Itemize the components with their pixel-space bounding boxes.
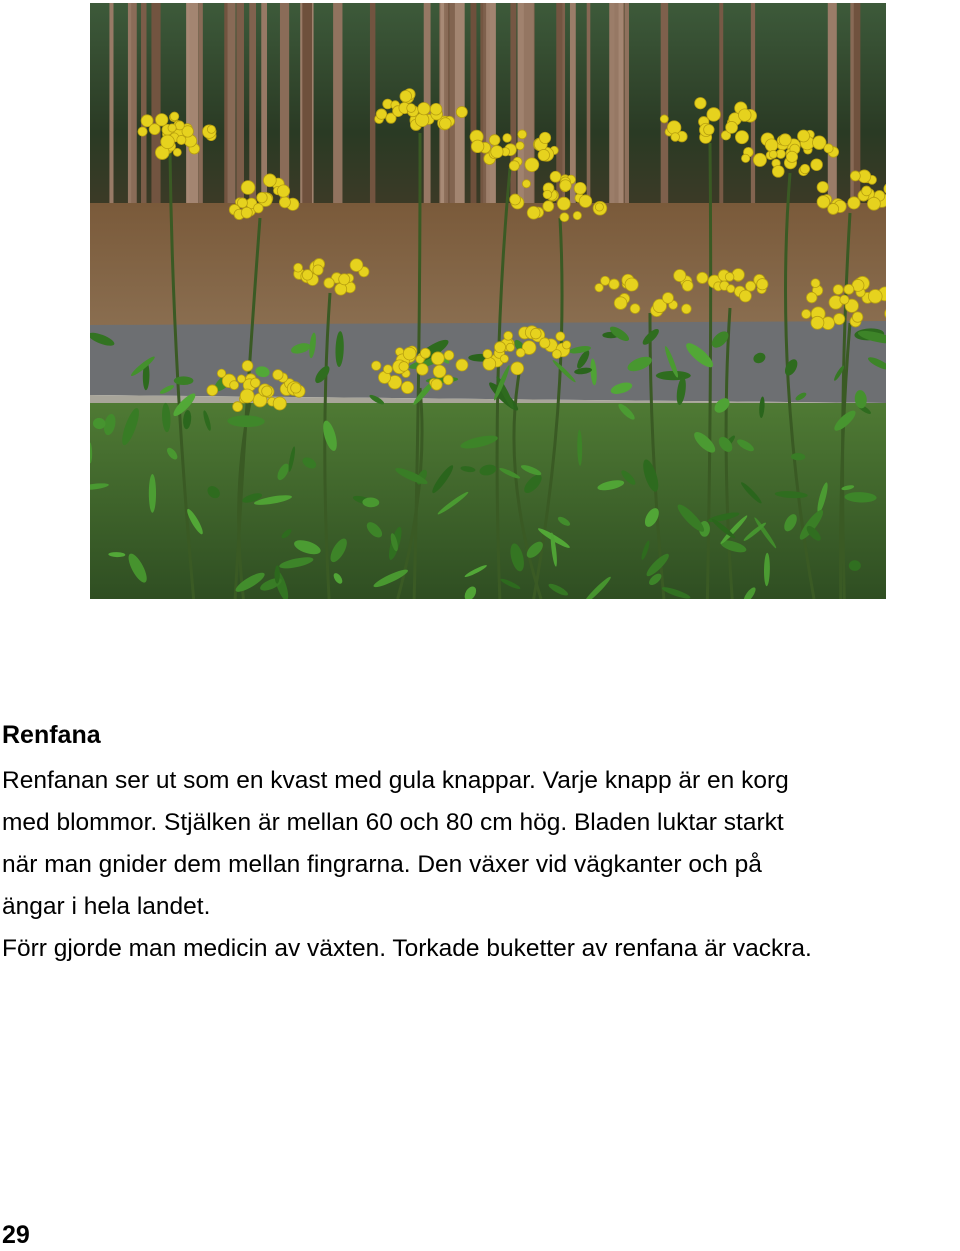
flower-head bbox=[527, 206, 540, 219]
flower-head bbox=[383, 365, 392, 374]
flower-head bbox=[506, 343, 514, 351]
flower-head bbox=[735, 131, 748, 144]
flower-head bbox=[802, 309, 811, 318]
flower-head bbox=[625, 278, 638, 291]
flower-head bbox=[138, 127, 147, 136]
flower-head bbox=[444, 350, 454, 360]
flower-head bbox=[372, 361, 381, 370]
flower-head bbox=[828, 203, 839, 214]
flower-head bbox=[697, 272, 708, 283]
flower-head bbox=[503, 134, 512, 143]
flower-head bbox=[552, 350, 561, 359]
body-line: Förr gjorde man medicin av växten. Torkade buketter av renfana är vackra. bbox=[2, 935, 812, 962]
flower-head bbox=[230, 381, 239, 390]
flower-head bbox=[674, 270, 686, 282]
flower-head bbox=[251, 378, 261, 388]
flower-head bbox=[241, 207, 252, 218]
flower-head bbox=[401, 381, 413, 393]
flower-head bbox=[727, 285, 735, 293]
flower-head bbox=[560, 180, 572, 192]
leaf bbox=[149, 474, 156, 513]
flower-head bbox=[852, 312, 862, 322]
flower-head bbox=[155, 114, 167, 126]
flower-head bbox=[294, 263, 303, 272]
flower-head bbox=[848, 197, 860, 209]
flower-head bbox=[811, 159, 823, 171]
flower-head bbox=[741, 154, 749, 162]
flower-head bbox=[798, 130, 810, 142]
flower-head bbox=[739, 109, 752, 122]
flower-head bbox=[217, 369, 225, 377]
flower-head bbox=[207, 385, 218, 396]
body-line: ängar i hela landet. bbox=[2, 893, 211, 920]
flower-head bbox=[811, 279, 820, 288]
flower-head bbox=[233, 402, 243, 412]
flower-head bbox=[483, 349, 492, 358]
body-line: när man gnider dem mellan fingrarna. Den växer vid vägkanter och på bbox=[2, 851, 762, 878]
flower-head bbox=[522, 180, 530, 188]
flower-head bbox=[273, 370, 283, 380]
flower-head bbox=[800, 164, 809, 173]
flower-head bbox=[262, 386, 272, 396]
flower-head bbox=[279, 197, 290, 208]
flower-head bbox=[170, 112, 179, 121]
flower-head bbox=[324, 278, 334, 288]
flower-head bbox=[707, 108, 721, 122]
flower-head bbox=[539, 132, 550, 143]
flower-head bbox=[769, 150, 777, 158]
flower-head bbox=[516, 142, 524, 150]
flower-head bbox=[525, 158, 539, 172]
flower-head bbox=[173, 148, 181, 156]
flower-head bbox=[456, 359, 468, 371]
flower-head bbox=[579, 195, 592, 208]
flower-head bbox=[433, 365, 446, 378]
flower-head bbox=[867, 197, 880, 210]
flower-head bbox=[439, 118, 451, 130]
flower-head bbox=[753, 153, 766, 166]
flower-head bbox=[511, 362, 524, 375]
flower-head bbox=[779, 134, 791, 146]
flower-head bbox=[614, 297, 627, 310]
flower-head bbox=[207, 125, 215, 133]
flower-head bbox=[471, 140, 484, 153]
flower-head bbox=[277, 185, 289, 197]
flower-head bbox=[242, 360, 253, 371]
flower-head bbox=[817, 196, 830, 209]
page-number: 29 bbox=[2, 1221, 30, 1249]
flower-head bbox=[237, 375, 245, 383]
flower-head bbox=[824, 144, 833, 153]
flower-head bbox=[273, 397, 286, 410]
tansy-photo bbox=[90, 3, 886, 599]
body-line: med blommor. Stjälken är mellan 60 och 80 cm hög. Bladen luktar starkt bbox=[2, 809, 784, 836]
flower-head bbox=[168, 124, 176, 132]
flower-head bbox=[862, 186, 872, 196]
flower-head bbox=[786, 151, 797, 162]
flower-head bbox=[417, 364, 429, 376]
flower-head bbox=[516, 348, 525, 357]
flower-head bbox=[257, 192, 268, 203]
flower-head bbox=[834, 313, 845, 324]
flower-head bbox=[772, 165, 784, 177]
flower-head bbox=[510, 194, 521, 205]
flower-head bbox=[695, 97, 706, 108]
flower-head bbox=[682, 280, 693, 291]
flower-head bbox=[339, 274, 350, 285]
leaf bbox=[174, 376, 194, 385]
flower-head bbox=[302, 270, 313, 281]
flower-head bbox=[431, 352, 444, 365]
flower-head bbox=[518, 130, 527, 139]
flower-head bbox=[240, 389, 254, 403]
flower-head bbox=[704, 124, 714, 134]
flower-head bbox=[660, 115, 668, 123]
flower-head bbox=[543, 190, 552, 199]
flower-head bbox=[431, 379, 442, 390]
flower-head bbox=[400, 91, 412, 103]
flower-head bbox=[601, 276, 610, 285]
article-title: Renfana bbox=[2, 721, 101, 749]
flower-head bbox=[263, 174, 276, 187]
flower-head bbox=[682, 304, 692, 314]
flower-head bbox=[595, 283, 603, 291]
flower-head bbox=[574, 182, 586, 194]
flower-head bbox=[313, 265, 323, 275]
flower-head bbox=[746, 281, 756, 291]
flower-head bbox=[817, 181, 828, 192]
flower-head bbox=[560, 213, 569, 222]
flower-head bbox=[573, 211, 581, 219]
leaf bbox=[656, 371, 691, 380]
flower-head bbox=[543, 201, 554, 212]
flower-head bbox=[868, 289, 882, 303]
flower-head bbox=[732, 269, 744, 281]
body-line: Renfanan ser ut som en kvast med gula knappar. Varje knapp är en korg bbox=[2, 767, 789, 794]
flower-head bbox=[509, 161, 519, 171]
flower-head bbox=[407, 104, 416, 113]
flower-head bbox=[630, 304, 640, 314]
flower-head bbox=[595, 203, 603, 211]
flower-head bbox=[399, 362, 409, 372]
flower-head bbox=[161, 135, 175, 149]
flower-head bbox=[538, 149, 549, 160]
flower-head bbox=[833, 285, 843, 295]
flower-head bbox=[376, 109, 387, 120]
flower-head bbox=[494, 342, 505, 353]
flower-head bbox=[662, 292, 673, 303]
article-body bbox=[2, 760, 958, 970]
flower-head bbox=[489, 135, 500, 146]
flower-head bbox=[175, 121, 184, 130]
flower-head bbox=[671, 133, 680, 142]
flower-head bbox=[350, 259, 363, 272]
flower-head bbox=[765, 139, 778, 152]
flower-head bbox=[500, 355, 508, 363]
flower-head bbox=[403, 347, 416, 360]
flower-head bbox=[291, 383, 301, 393]
flower-head bbox=[491, 146, 503, 158]
flower-head bbox=[844, 284, 854, 294]
flower-head bbox=[725, 273, 734, 282]
flower-head bbox=[456, 107, 467, 118]
flower-head bbox=[504, 331, 513, 340]
flower-head bbox=[811, 316, 824, 329]
flower-head bbox=[254, 203, 264, 213]
flower-head bbox=[609, 279, 619, 289]
flower-head bbox=[739, 290, 751, 302]
flower-head bbox=[557, 197, 570, 210]
flower-head bbox=[556, 332, 565, 341]
flower-head bbox=[177, 135, 186, 144]
forest-floor bbox=[90, 203, 886, 328]
flower-head bbox=[840, 295, 849, 304]
flower-head bbox=[483, 358, 496, 371]
flower-head bbox=[531, 328, 542, 339]
flower-head bbox=[757, 279, 768, 290]
flower-head bbox=[850, 171, 860, 181]
flower-head bbox=[550, 171, 561, 182]
flower-head bbox=[443, 375, 453, 385]
flower-head bbox=[237, 198, 247, 208]
flower-head bbox=[540, 338, 550, 348]
flower-head bbox=[420, 348, 430, 358]
flower-head bbox=[806, 292, 817, 303]
flower-head bbox=[726, 121, 738, 133]
flower-head bbox=[241, 181, 255, 195]
flower-head bbox=[418, 103, 430, 115]
flower-head bbox=[430, 103, 442, 115]
flower-head bbox=[563, 341, 571, 349]
tansy-illustration bbox=[90, 3, 886, 599]
